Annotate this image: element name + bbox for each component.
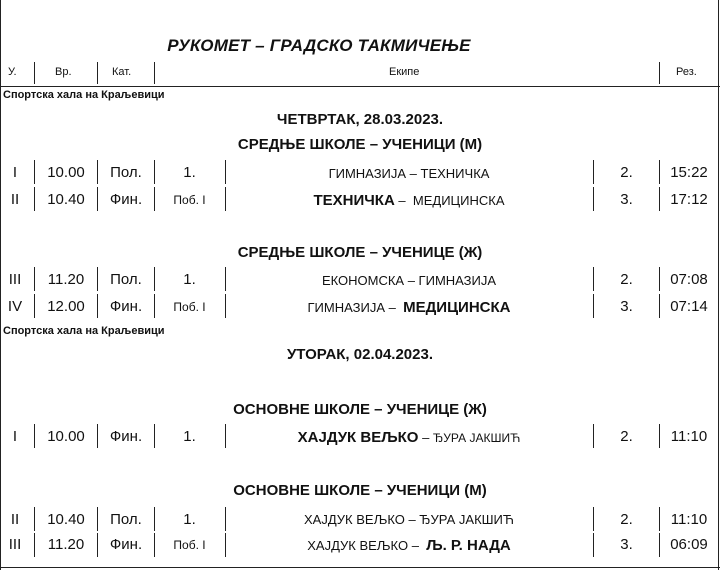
rank: 2. — [620, 428, 633, 445]
teams — [226, 166, 592, 181]
teams — [226, 429, 592, 446]
round-number: IV — [7, 298, 23, 315]
match-time: 10.40 — [47, 191, 85, 208]
team-2-winner: МЕДИЦИНСКА — [403, 299, 511, 316]
rank: 3. — [620, 536, 633, 553]
result: 15:22 — [670, 164, 708, 181]
column-header-rez: Рез. — [676, 66, 697, 78]
category: Фин. — [109, 191, 143, 208]
column-header-u: У. — [8, 66, 17, 78]
team-1: ГИМНАЗИЈА – ТЕХНИЧКА — [328, 166, 490, 181]
result: 07:14 — [670, 298, 708, 315]
round-number: I — [12, 164, 18, 181]
teams — [226, 192, 592, 209]
dash: – — [388, 300, 396, 315]
team-2: МЕДИЦИНСКА — [412, 193, 505, 208]
team-2: ЂУРА ЈАКШИЋ — [432, 431, 521, 445]
rank: 2. — [620, 164, 633, 181]
round-number: III — [8, 536, 22, 553]
result: 07:08 — [670, 271, 708, 288]
result: 11:10 — [670, 428, 708, 445]
dash: – — [411, 538, 419, 553]
rank: 2. — [620, 511, 633, 528]
place: Поб. I — [173, 193, 206, 207]
place: 1. — [183, 511, 196, 528]
page-title: РУКОМЕТ – ГРАДСКО ТАКМИЧЕЊЕ — [167, 36, 471, 55]
teams — [226, 299, 592, 316]
column-header-vr: Вр. — [55, 66, 72, 78]
team-1: ХАЈДУК ВЕЉКО — [307, 538, 409, 553]
teams — [226, 273, 592, 288]
day-heading: УТОРАК, 02.04.2023. — [286, 346, 434, 363]
category: Пол. — [110, 271, 142, 288]
rank: 2. — [620, 271, 633, 288]
category: Фин. — [109, 298, 143, 315]
dash: – — [422, 430, 430, 445]
category: Фин. — [109, 536, 143, 553]
result: 17:12 — [670, 191, 708, 208]
group-heading: СРЕДЊЕ ШКОЛЕ – УЧЕНИЦИ (М) — [237, 136, 483, 153]
dash: – — [398, 193, 406, 208]
teams — [226, 512, 592, 527]
column-header-ekipe: Екипе — [389, 66, 420, 78]
rank: 3. — [620, 298, 633, 315]
match-time: 10.00 — [47, 164, 85, 181]
place: 1. — [183, 271, 196, 288]
category: Фин. — [109, 428, 143, 445]
match-time: 10.40 — [47, 511, 85, 528]
venue-label: Спортска хала на Краљевици — [3, 89, 165, 101]
match-time: 11.20 — [47, 271, 85, 288]
round-number: II — [10, 511, 20, 528]
teams — [226, 537, 592, 554]
venue-label: Спортска хала на Краљевици — [3, 325, 165, 337]
rank: 3. — [620, 191, 633, 208]
team-1-winner: ХАЈДУК ВЕЉКО — [297, 429, 419, 446]
group-heading: ОСНОВНЕ ШКОЛЕ – УЧЕНИЦЕ (Ж) — [233, 401, 487, 418]
place: Поб. I — [173, 538, 206, 552]
group-heading: ОСНОВНЕ ШКОЛЕ – УЧЕНИЦИ (М) — [233, 482, 487, 499]
match-time: 12.00 — [47, 298, 85, 315]
team-1: ЕКОНОМСКА – ГИМНАЗИЈА — [321, 273, 497, 288]
round-number: I — [12, 428, 18, 445]
result: 06:09 — [670, 536, 708, 553]
round-number: III — [8, 271, 22, 288]
result: 11:10 — [670, 511, 708, 528]
group-heading: СРЕДЊЕ ШКОЛЕ – УЧЕНИЦЕ (Ж) — [237, 244, 483, 261]
team-1: ГИМНАЗИЈА — [307, 300, 386, 315]
place: 1. — [183, 428, 196, 445]
place: 1. — [183, 164, 196, 181]
column-header-kat: Кат. — [112, 66, 132, 78]
category: Пол. — [110, 164, 142, 181]
match-time: 11.20 — [47, 536, 85, 553]
team-2-winner: Љ. Р. НАДА — [426, 537, 511, 554]
match-time: 10.00 — [47, 428, 85, 445]
team-1-winner: ТЕХНИЧКА — [313, 192, 395, 209]
day-heading: ЧЕТВРТАК, 28.03.2023. — [276, 111, 444, 128]
category: Пол. — [110, 511, 142, 528]
place: Поб. I — [173, 300, 206, 314]
team-1: ХАЈДУК ВЕЉКО – ЂУРА ЈАКШИЋ — [304, 512, 514, 527]
round-number: II — [10, 191, 20, 208]
